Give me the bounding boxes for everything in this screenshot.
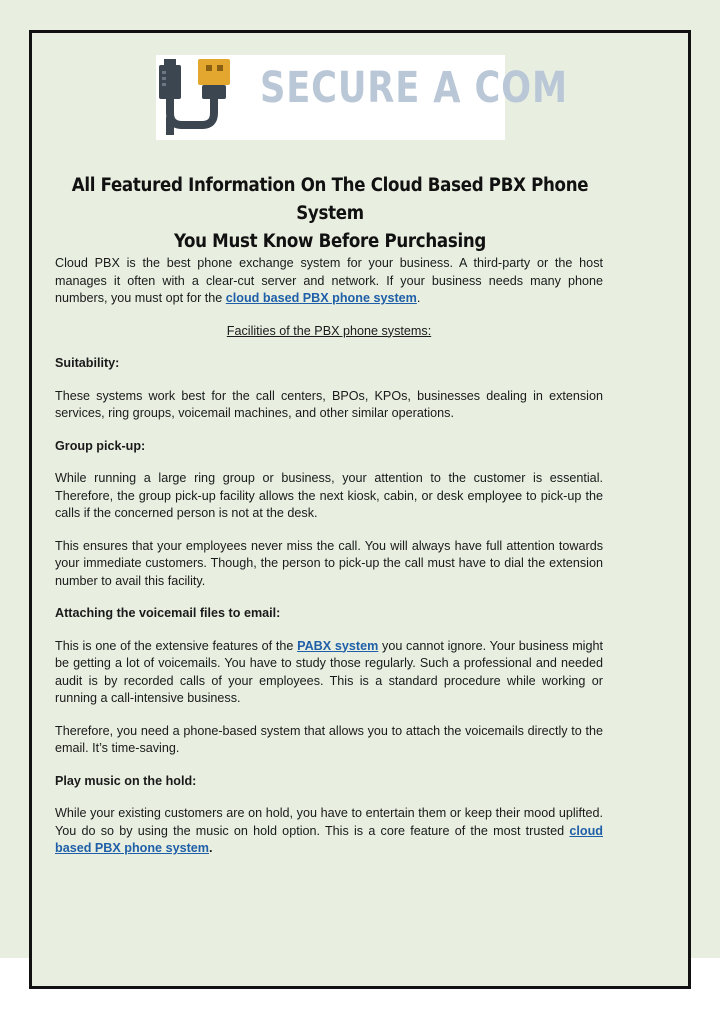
pabx-system-link[interactable]: PABX system	[297, 638, 379, 653]
group-pickup-paragraph-2: This ensures that your employees never miss the call. You will always have full attention towards your immediate customers. Though, the person to pick-up the call must have to dial the extension number to avail this facility.	[55, 538, 603, 588]
music-text: While your existing customers are on hold, you have to entertain them or keep their mood uplifted. You do so by using the music on hold option. This is a core feature of the most trusted	[55, 806, 603, 838]
group-pickup-heading: Group pick-up:	[55, 438, 146, 453]
suitability-paragraph: These systems work best for the call centers, BPOs, KPOs, businesses dealing in extension services, ring groups, voicemail machines, and other similar operations.	[55, 388, 603, 420]
logo-text: SECURE A COM	[260, 63, 568, 113]
logo	[156, 55, 568, 140]
cloud-pbx-link-2[interactable]: cloud based PBX phone system	[55, 823, 603, 855]
title-line-2: You Must Know Before Purchasing	[173, 231, 487, 252]
voicemail-heading: Attaching the voicemail files to email:	[55, 606, 281, 620]
intro-paragraph	[55, 255, 603, 308]
page-title	[40, 172, 620, 256]
voicemail-text: This is one of the extensive features of the	[55, 638, 298, 653]
voicemail-text-continued: you cannot ignore. Your business might be getting a lot of voicemails. You have to study those regularly. Such a professional and needed audit is by recorded calls of your employees. This is a standard procedure while working or running a call-intensive business.	[55, 638, 603, 705]
cloud-pbx-link[interactable]: cloud based PBX phone system	[225, 291, 417, 305]
article-body	[55, 255, 603, 873]
music-hold-paragraph	[55, 805, 603, 858]
title-line-1: All Featured Information On The Cloud Based PBX Phone System	[71, 175, 589, 224]
group-pickup-paragraph-1: While running a large ring group or business, your attention to the customer is essential. Therefore, the group pick-up facility allows the next kiosk, cabin, or desk employee to pick-up the calls if the concerned person is not at the desk.	[55, 471, 603, 520]
facilities-heading: Facilities of the PBX phone systems:	[226, 323, 432, 338]
voicemail-paragraph-1	[55, 638, 603, 708]
intro-text: Cloud PBX is the best phone exchange system for your business. A third-party or the host manages it often with a clear-cut server and network. If your business needs many phone numbers, you must opt for the	[55, 256, 603, 305]
suitability-heading: Suitability:	[55, 356, 120, 370]
music-end: .	[208, 841, 213, 855]
intro-end: .	[416, 291, 421, 305]
music-hold-heading: Play music on the hold:	[55, 773, 197, 788]
usb-cable-icon	[156, 55, 260, 140]
voicemail-paragraph-2: Therefore, you need a phone-based system that allows you to attach the voicemails directly to the email. It’s time-saving.	[55, 723, 603, 755]
